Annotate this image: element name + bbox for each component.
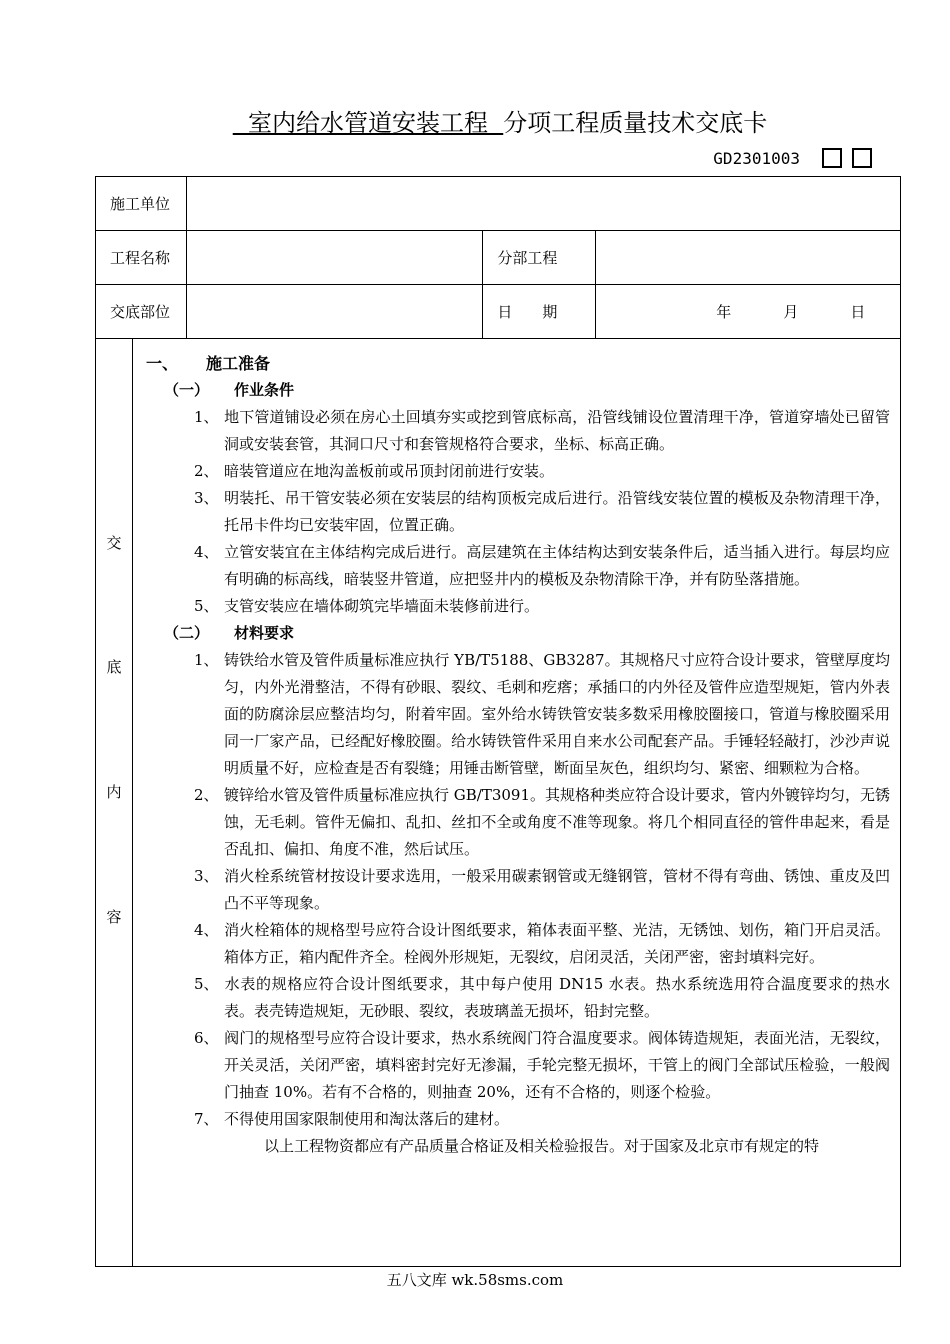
side-char: 容 [106, 908, 122, 926]
side-label [96, 338, 133, 1266]
list-item: 3、 消火栓系统管材按设计要求选用，一般采用碳素钢管或无缝钢管，管材不得有弯曲、锈蚀、重皮及凹凸不平等现象。 [194, 867, 890, 912]
list-item: 4、 消火栓箱体的规格型号应符合设计图纸要求，箱体表面平整、光洁，无锈蚀、划伤，箱门开启灵活。箱体方正，箱内配件齐全。栓阀外形规矩，无裂纹，启闭灵活，关闭严密，密封填料完好。 [194, 921, 890, 966]
side-char: 底 [106, 658, 122, 676]
list-item: 5、 支管安装应在墙体砌筑完毕墙面未装修前进行。 [194, 597, 540, 615]
list-item: 2、 暗装管道应在地沟盖板前或吊顶封闭前进行安装。 [194, 462, 555, 480]
construction-unit-value[interactable] [186, 177, 900, 231]
date-value[interactable] [596, 285, 901, 339]
subsection-heading: （二） 材料要求 [164, 624, 295, 642]
handover-content [95, 338, 901, 1267]
content-body [144, 350, 890, 1160]
section-heading: 一、 施工准备 [146, 354, 271, 373]
side-char: 内 [106, 783, 122, 801]
project-name-label: 工程名称 [96, 231, 187, 285]
document-title [0, 103, 950, 138]
footer-watermark: 五八文库 wk.58sms.com [386, 1271, 564, 1289]
list-item: 1、 地下管道铺设必须在房心土回填夯实或挖到管底标高，沿管线铺设位置清理干净，管道穿墙处已留管洞或安装套管，其洞口尺寸和套管规格符合要求，坐标、标高正确。 [194, 408, 890, 453]
sub-project-value[interactable] [596, 231, 901, 285]
handover-part-value[interactable] [186, 285, 483, 339]
list-item: 6、 阀门的规格型号应符合设计要求，热水系统阀门符合温度要求。阀体铸造规矩，表面光洁，无裂纹，开关灵活，关闭严密，填料密封完好无渗漏，手轮完整无损坏，干管上的阀门全部试压检验，一般阀门抽查 10%。若有不合格的，则抽查 20%，还有不合格的，则逐个检验。 [194, 1029, 890, 1101]
subsection-heading: （一） 作业条件 [164, 381, 295, 399]
checkbox-1[interactable] [822, 148, 842, 168]
title-card-name: 分项工程质量技术交底卡 [503, 109, 768, 137]
date-month: 月 [783, 303, 799, 321]
code-row [713, 146, 872, 170]
list-item: 4、 立管安装宜在主体结构完成后进行。高层建筑在主体结构达到安装条件后，适当插入进行。每层均应有明确的标高线，暗装竖井管道，应把竖井内的模板及杂物清除干净，并有防坠落措施。 [194, 543, 890, 588]
info-table [95, 176, 901, 339]
title-project: 室内给水管道安装工程 [232, 109, 504, 137]
list-item: 3、 明装托、吊干管安装必须在安装层的结构顶板完成后进行。沿管线安装位置的模板及杂物清理干净，托吊卡件均已安装牢固，位置正确。 [194, 489, 890, 534]
checkbox-2[interactable] [852, 148, 872, 168]
handover-part-label: 交底部位 [96, 285, 187, 339]
document-code: GD2301003 [713, 148, 800, 168]
date-day: 日 [850, 303, 866, 321]
side-char: 交 [106, 534, 122, 552]
date-year: 年 [716, 303, 732, 321]
date-label: 日 期 [483, 285, 596, 339]
sub-project-label: 分部工程 [483, 231, 596, 285]
project-name-value[interactable] [186, 231, 483, 285]
closing-paragraph: 以上工程物资都应有产品质量合格证及相关检验报告。对于国家及北京市有规定的特 [264, 1137, 820, 1155]
construction-unit-label: 施工单位 [96, 177, 187, 231]
list-item: 1、 铸铁给水管及管件质量标准应执行 YB/T5188、GB3287。其规格尺寸应符合设计要求，管壁厚度均匀，内外光滑整洁，不得有砂眼、裂纹、毛刺和疙瘩；承插口的内外径及管件应造型规矩，管内外表面的防腐涂层应整洁均匀，附着牢固。室外给水铸铁管安装多数采用橡胶圈接口，管道与橡胶圈采用同一厂家产品，已经配好橡胶圈。给水铸铁管件采用自来水公司配套产品。手锤轻轻敲打，沙沙声说明质量不好，应检查是否有裂缝；用锤击断管壁，断面呈灰色，组织均匀、紧密、细颗粒为合格。 [194, 651, 890, 777]
list-item: 5、 水表的规格应符合设计图纸要求，其中每户使用 DN15 水表。热水系统选用符合温度要求的热水表。表壳铸造规矩，无砂眼、裂纹，表玻璃盖无损坏，铅封完整。 [194, 975, 890, 1020]
list-item: 7、 不得使用国家限制使用和淘汰落后的建材。 [194, 1110, 510, 1128]
list-item: 2、 镀锌给水管及管件质量标准应执行 GB/T3091。其规格种类应符合设计要求，管内外镀锌均匀，无锈蚀，无毛刺。管件无偏扣、乱扣、丝扣不全或角度不准等现象。将几个相同直径的管件串起来，看是否乱扣、偏扣、角度不准，然后试压。 [194, 786, 891, 858]
